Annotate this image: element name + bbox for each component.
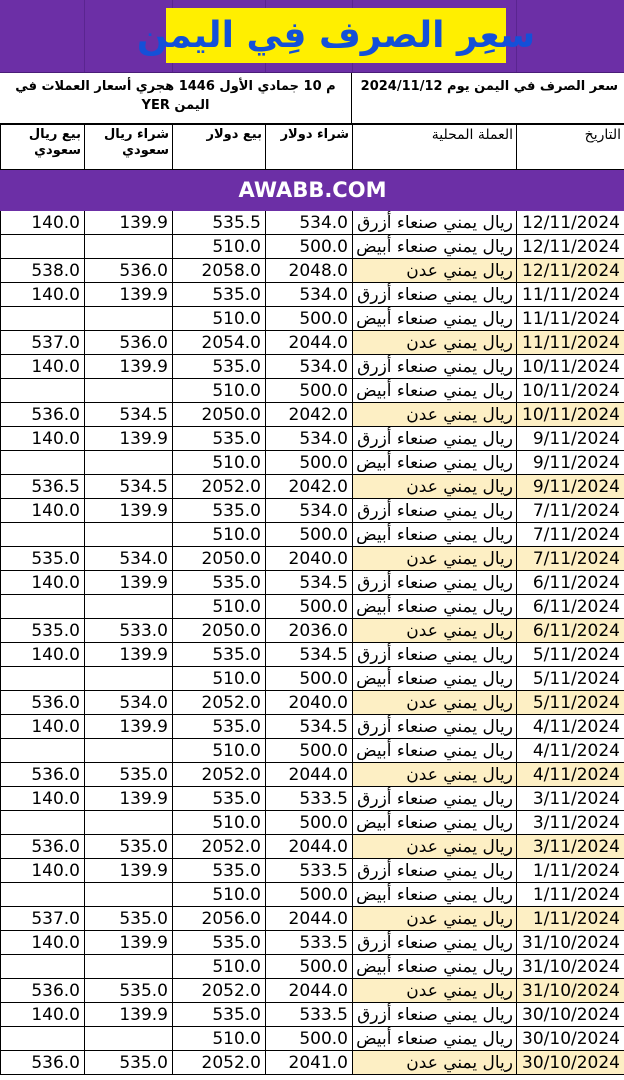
header-currency: العملة المحلية bbox=[353, 125, 517, 170]
buy-sar-cell: 139.9 bbox=[85, 211, 173, 235]
sell-sar-cell: 140.0 bbox=[1, 355, 85, 379]
sell-sar-cell: 536.0 bbox=[1, 1051, 85, 1075]
date-cell: 12/11/2024 bbox=[517, 235, 624, 259]
buy-usd-cell: 2036.0 bbox=[266, 619, 353, 643]
currency-cell: ريال يمني عدن bbox=[353, 331, 517, 355]
table-row bbox=[1, 619, 624, 643]
sell-sar-cell: 536.0 bbox=[1, 691, 85, 715]
date-cell: 11/11/2024 bbox=[517, 283, 624, 307]
date-cell: 31/10/2024 bbox=[517, 979, 624, 1003]
sell-sar-cell bbox=[1, 811, 85, 835]
sell-usd-cell: 510.0 bbox=[173, 523, 266, 547]
buy-usd-cell: 500.0 bbox=[266, 235, 353, 259]
sell-sar-cell: 140.0 bbox=[1, 643, 85, 667]
buy-usd-cell: 2042.0 bbox=[266, 403, 353, 427]
buy-sar-cell: 533.0 bbox=[85, 619, 173, 643]
buy-usd-cell: 500.0 bbox=[266, 307, 353, 331]
buy-sar-cell: 536.0 bbox=[85, 331, 173, 355]
currency-cell: ريال يمني عدن bbox=[353, 403, 517, 427]
buy-usd-cell: 534.0 bbox=[266, 499, 353, 523]
buy-sar-cell bbox=[85, 307, 173, 331]
table-row bbox=[1, 1003, 624, 1027]
sell-sar-cell: 140.0 bbox=[1, 931, 85, 955]
currency-cell: ريال يمني صنعاء أبيض bbox=[353, 595, 517, 619]
buy-sar-cell: 536.0 bbox=[85, 259, 173, 283]
buy-usd-cell: 534.5 bbox=[266, 571, 353, 595]
table-row bbox=[1, 787, 624, 811]
sell-sar-cell: 538.0 bbox=[1, 259, 85, 283]
buy-sar-cell bbox=[85, 523, 173, 547]
date-cell: 1/11/2024 bbox=[517, 907, 624, 931]
buy-usd-cell: 500.0 bbox=[266, 451, 353, 475]
buy-sar-cell: 534.5 bbox=[85, 403, 173, 427]
buy-usd-cell: 500.0 bbox=[266, 739, 353, 763]
date-cell: 11/11/2024 bbox=[517, 331, 624, 355]
sell-sar-cell: 140.0 bbox=[1, 715, 85, 739]
currency-cell: ريال يمني صنعاء أزرق bbox=[353, 643, 517, 667]
currency-cell: ريال يمني صنعاء أبيض bbox=[353, 739, 517, 763]
currency-cell: ريال يمني صنعاء أبيض bbox=[353, 667, 517, 691]
sell-usd-cell: 535.0 bbox=[173, 355, 266, 379]
currency-cell: ريال يمني عدن bbox=[353, 691, 517, 715]
sell-usd-cell: 510.0 bbox=[173, 955, 266, 979]
date-cell: 7/11/2024 bbox=[517, 523, 624, 547]
header-buy-sar: شراء ريال سعودي bbox=[85, 125, 173, 170]
sell-sar-cell: 140.0 bbox=[1, 787, 85, 811]
table-row bbox=[1, 235, 624, 259]
sell-sar-cell: 536.0 bbox=[1, 403, 85, 427]
date-cell: 9/11/2024 bbox=[517, 427, 624, 451]
sell-sar-cell: 536.0 bbox=[1, 979, 85, 1003]
currency-cell: ريال يمني عدن bbox=[353, 835, 517, 859]
date-cell: 11/11/2024 bbox=[517, 307, 624, 331]
sell-sar-cell bbox=[1, 739, 85, 763]
buy-usd-cell: 534.0 bbox=[266, 211, 353, 235]
table-header-row bbox=[1, 125, 624, 170]
currency-cell: ريال يمني صنعاء أبيض bbox=[353, 883, 517, 907]
currency-cell: ريال يمني عدن bbox=[353, 475, 517, 499]
sell-usd-cell: 510.0 bbox=[173, 811, 266, 835]
header-date: التاريخ bbox=[517, 125, 624, 170]
buy-sar-cell: 139.9 bbox=[85, 499, 173, 523]
banner-gridline bbox=[84, 0, 85, 72]
date-cell: 9/11/2024 bbox=[517, 475, 624, 499]
sell-sar-cell: 140.0 bbox=[1, 211, 85, 235]
table-row bbox=[1, 1051, 624, 1075]
sell-usd-cell: 2052.0 bbox=[173, 691, 266, 715]
table-row bbox=[1, 883, 624, 907]
sell-usd-cell: 2050.0 bbox=[173, 547, 266, 571]
currency-cell: ريال يمني عدن bbox=[353, 763, 517, 787]
buy-usd-cell: 533.5 bbox=[266, 931, 353, 955]
currency-cell: ريال يمني صنعاء أبيض bbox=[353, 451, 517, 475]
date-cell: 4/11/2024 bbox=[517, 739, 624, 763]
buy-usd-cell: 2042.0 bbox=[266, 475, 353, 499]
sell-usd-cell: 510.0 bbox=[173, 1027, 266, 1051]
buy-sar-cell bbox=[85, 1027, 173, 1051]
sell-usd-cell: 2052.0 bbox=[173, 763, 266, 787]
currency-cell: ريال يمني صنعاء أزرق bbox=[353, 355, 517, 379]
buy-usd-cell: 500.0 bbox=[266, 1027, 353, 1051]
date-cell: 31/10/2024 bbox=[517, 955, 624, 979]
buy-usd-cell: 534.5 bbox=[266, 715, 353, 739]
table-row bbox=[1, 571, 624, 595]
table-row bbox=[1, 1027, 624, 1051]
table-row bbox=[1, 547, 624, 571]
currency-cell: ريال يمني صنعاء أبيض bbox=[353, 307, 517, 331]
table-row bbox=[1, 667, 624, 691]
title-banner bbox=[0, 0, 624, 73]
sell-usd-cell: 2050.0 bbox=[173, 403, 266, 427]
buy-sar-cell: 534.5 bbox=[85, 475, 173, 499]
currency-cell: ريال يمني صنعاء أبيض bbox=[353, 811, 517, 835]
sell-usd-cell: 510.0 bbox=[173, 379, 266, 403]
buy-sar-cell: 535.0 bbox=[85, 1051, 173, 1075]
buy-usd-cell: 533.5 bbox=[266, 1003, 353, 1027]
currency-cell: ريال يمني صنعاء أبيض bbox=[353, 955, 517, 979]
date-cell: 3/11/2024 bbox=[517, 787, 624, 811]
site-name: AWABB.COM bbox=[1, 170, 624, 211]
table-row bbox=[1, 331, 624, 355]
table-row bbox=[1, 835, 624, 859]
currency-cell: ريال يمني صنعاء أزرق bbox=[353, 571, 517, 595]
exchange-rate-table bbox=[0, 124, 624, 1075]
gregorian-date-text: سعر الصرف في اليمن يوم 2024/11/12 bbox=[360, 79, 618, 94]
currency-cell: ريال يمني صنعاء أزرق bbox=[353, 283, 517, 307]
currency-cell: ريال يمني صنعاء أبيض bbox=[353, 1027, 517, 1051]
buy-usd-cell: 500.0 bbox=[266, 523, 353, 547]
table-row bbox=[1, 211, 624, 235]
sell-usd-cell: 535.0 bbox=[173, 1003, 266, 1027]
buy-sar-cell: 139.9 bbox=[85, 283, 173, 307]
currency-cell: ريال يمني صنعاء أزرق bbox=[353, 427, 517, 451]
table-row bbox=[1, 451, 624, 475]
currency-cell: ريال يمني صنعاء أزرق bbox=[353, 787, 517, 811]
currency-cell: ريال يمني عدن bbox=[353, 259, 517, 283]
sell-usd-cell: 2054.0 bbox=[173, 331, 266, 355]
sell-usd-cell: 535.0 bbox=[173, 427, 266, 451]
table-row bbox=[1, 739, 624, 763]
buy-sar-cell: 139.9 bbox=[85, 643, 173, 667]
table-row bbox=[1, 715, 624, 739]
buy-sar-cell: 139.9 bbox=[85, 427, 173, 451]
buy-sar-cell bbox=[85, 235, 173, 259]
table-row bbox=[1, 403, 624, 427]
buy-usd-cell: 500.0 bbox=[266, 955, 353, 979]
buy-usd-cell: 500.0 bbox=[266, 379, 353, 403]
table-row bbox=[1, 931, 624, 955]
sell-usd-cell: 510.0 bbox=[173, 595, 266, 619]
buy-usd-cell: 2048.0 bbox=[266, 259, 353, 283]
table-body bbox=[1, 211, 624, 1075]
sell-usd-cell: 510.0 bbox=[173, 307, 266, 331]
date-cell: 3/11/2024 bbox=[517, 811, 624, 835]
table-row bbox=[1, 283, 624, 307]
sell-usd-cell: 2050.0 bbox=[173, 619, 266, 643]
sell-usd-cell: 535.0 bbox=[173, 859, 266, 883]
table-row bbox=[1, 691, 624, 715]
buy-usd-cell: 534.5 bbox=[266, 643, 353, 667]
buy-usd-cell: 534.0 bbox=[266, 427, 353, 451]
buy-sar-cell: 534.0 bbox=[85, 547, 173, 571]
sell-sar-cell bbox=[1, 667, 85, 691]
table-row bbox=[1, 475, 624, 499]
buy-usd-cell: 2044.0 bbox=[266, 835, 353, 859]
date-cell: 6/11/2024 bbox=[517, 619, 624, 643]
sell-usd-cell: 535.0 bbox=[173, 715, 266, 739]
date-cell: 5/11/2024 bbox=[517, 667, 624, 691]
hijri-date-text: م 10 جمادي الأول 1446 هجري أسعار العملات في اليمن YER bbox=[0, 73, 352, 123]
sell-sar-cell: 537.0 bbox=[1, 331, 85, 355]
sell-usd-cell: 535.0 bbox=[173, 283, 266, 307]
currency-cell: ريال يمني صنعاء أزرق bbox=[353, 1003, 517, 1027]
table-row bbox=[1, 811, 624, 835]
banner-title-box bbox=[136, 8, 536, 63]
buy-usd-cell: 500.0 bbox=[266, 883, 353, 907]
date-cell: 5/11/2024 bbox=[517, 643, 624, 667]
sell-sar-cell: 140.0 bbox=[1, 499, 85, 523]
buy-sar-cell: 535.0 bbox=[85, 979, 173, 1003]
buy-sar-cell: 139.9 bbox=[85, 715, 173, 739]
currency-cell: ريال يمني صنعاء أبيض bbox=[353, 523, 517, 547]
date-cell: 31/10/2024 bbox=[517, 931, 624, 955]
sell-usd-cell: 510.0 bbox=[173, 235, 266, 259]
sell-sar-cell bbox=[1, 451, 85, 475]
buy-usd-cell: 500.0 bbox=[266, 667, 353, 691]
sell-sar-cell bbox=[1, 307, 85, 331]
buy-usd-cell: 2044.0 bbox=[266, 331, 353, 355]
date-cell: 6/11/2024 bbox=[517, 571, 624, 595]
date-cell: 4/11/2024 bbox=[517, 763, 624, 787]
sell-usd-cell: 510.0 bbox=[173, 667, 266, 691]
sell-sar-cell: 140.0 bbox=[1, 1003, 85, 1027]
currency-cell: ريال يمني عدن bbox=[353, 547, 517, 571]
sell-usd-cell: 535.0 bbox=[173, 643, 266, 667]
currency-cell: ريال يمني صنعاء أزرق bbox=[353, 859, 517, 883]
currency-cell: ريال يمني عدن bbox=[353, 907, 517, 931]
page-title: سعِر الصرف فِي اليمن bbox=[136, 15, 536, 56]
buy-sar-cell bbox=[85, 379, 173, 403]
buy-usd-cell: 500.0 bbox=[266, 811, 353, 835]
table-row bbox=[1, 259, 624, 283]
date-cell: 3/11/2024 bbox=[517, 835, 624, 859]
buy-usd-cell: 2044.0 bbox=[266, 763, 353, 787]
date-cell: 7/11/2024 bbox=[517, 499, 624, 523]
table-row bbox=[1, 907, 624, 931]
table-row bbox=[1, 427, 624, 451]
sell-sar-cell: 536.0 bbox=[1, 835, 85, 859]
buy-sar-cell: 535.0 bbox=[85, 907, 173, 931]
sell-sar-cell bbox=[1, 883, 85, 907]
sell-sar-cell bbox=[1, 955, 85, 979]
table-row bbox=[1, 955, 624, 979]
date-cell: 30/10/2024 bbox=[517, 1003, 624, 1027]
buy-sar-cell: 139.9 bbox=[85, 355, 173, 379]
sell-usd-cell: 535.0 bbox=[173, 931, 266, 955]
site-row bbox=[1, 170, 624, 211]
sell-sar-cell bbox=[1, 595, 85, 619]
buy-sar-cell bbox=[85, 667, 173, 691]
date-cell: 12/11/2024 bbox=[517, 211, 624, 235]
buy-sar-cell bbox=[85, 595, 173, 619]
buy-usd-cell: 2044.0 bbox=[266, 907, 353, 931]
buy-usd-cell: 533.5 bbox=[266, 859, 353, 883]
table-row bbox=[1, 763, 624, 787]
table-row bbox=[1, 307, 624, 331]
sell-sar-cell: 535.0 bbox=[1, 619, 85, 643]
date-cell: 7/11/2024 bbox=[517, 547, 624, 571]
sell-usd-cell: 535.0 bbox=[173, 787, 266, 811]
buy-sar-cell: 139.9 bbox=[85, 571, 173, 595]
sell-sar-cell: 536.5 bbox=[1, 475, 85, 499]
currency-cell: ريال يمني عدن bbox=[353, 1051, 517, 1075]
table-row bbox=[1, 499, 624, 523]
table-row bbox=[1, 859, 624, 883]
date-cell: 10/11/2024 bbox=[517, 379, 624, 403]
sell-usd-cell: 535.0 bbox=[173, 571, 266, 595]
currency-cell: ريال يمني صنعاء أزرق bbox=[353, 211, 517, 235]
table-row bbox=[1, 979, 624, 1003]
sell-usd-cell: 2058.0 bbox=[173, 259, 266, 283]
currency-cell: ريال يمني صنعاء أزرق bbox=[353, 715, 517, 739]
date-cell: 6/11/2024 bbox=[517, 595, 624, 619]
header-sell-sar: بيع ريال سعودي bbox=[1, 125, 85, 170]
buy-usd-cell: 534.0 bbox=[266, 283, 353, 307]
buy-sar-cell bbox=[85, 451, 173, 475]
buy-sar-cell: 139.9 bbox=[85, 859, 173, 883]
currency-cell: ريال يمني صنعاء أزرق bbox=[353, 499, 517, 523]
buy-usd-cell: 2041.0 bbox=[266, 1051, 353, 1075]
buy-usd-cell: 534.0 bbox=[266, 355, 353, 379]
buy-usd-cell: 2040.0 bbox=[266, 547, 353, 571]
sell-usd-cell: 510.0 bbox=[173, 451, 266, 475]
sell-usd-cell: 510.0 bbox=[173, 739, 266, 763]
buy-usd-cell: 2040.0 bbox=[266, 691, 353, 715]
currency-cell: ريال يمني صنعاء أزرق bbox=[353, 931, 517, 955]
buy-usd-cell: 533.5 bbox=[266, 787, 353, 811]
sell-sar-cell: 537.0 bbox=[1, 907, 85, 931]
buy-sar-cell: 139.9 bbox=[85, 1003, 173, 1027]
currency-cell: ريال يمني صنعاء أبيض bbox=[353, 379, 517, 403]
table-row bbox=[1, 379, 624, 403]
sell-usd-cell: 2052.0 bbox=[173, 1051, 266, 1075]
buy-sar-cell bbox=[85, 955, 173, 979]
date-cell: 30/10/2024 bbox=[517, 1027, 624, 1051]
date-cell: 4/11/2024 bbox=[517, 715, 624, 739]
header-buy-usd: شراء دولار bbox=[266, 125, 353, 170]
sell-sar-cell: 536.0 bbox=[1, 763, 85, 787]
table-row bbox=[1, 523, 624, 547]
sell-sar-cell bbox=[1, 379, 85, 403]
currency-cell: ريال يمني عدن bbox=[353, 979, 517, 1003]
buy-usd-cell: 500.0 bbox=[266, 595, 353, 619]
currency-cell: ريال يمني عدن bbox=[353, 619, 517, 643]
buy-sar-cell: 139.9 bbox=[85, 787, 173, 811]
table-row bbox=[1, 643, 624, 667]
sell-usd-cell: 510.0 bbox=[173, 883, 266, 907]
table-row bbox=[1, 355, 624, 379]
sell-usd-cell: 2052.0 bbox=[173, 835, 266, 859]
date-cell: 10/11/2024 bbox=[517, 403, 624, 427]
buy-sar-cell: 534.0 bbox=[85, 691, 173, 715]
date-cell: 10/11/2024 bbox=[517, 355, 624, 379]
buy-sar-cell bbox=[85, 811, 173, 835]
sell-sar-cell: 140.0 bbox=[1, 571, 85, 595]
sell-usd-cell: 535.0 bbox=[173, 499, 266, 523]
table-row bbox=[1, 595, 624, 619]
sell-usd-cell: 535.5 bbox=[173, 211, 266, 235]
sell-sar-cell: 535.0 bbox=[1, 547, 85, 571]
buy-usd-cell: 2044.0 bbox=[266, 979, 353, 1003]
sell-sar-cell: 140.0 bbox=[1, 283, 85, 307]
sell-sar-cell bbox=[1, 1027, 85, 1051]
currency-cell: ريال يمني صنعاء أبيض bbox=[353, 235, 517, 259]
date-cell: 30/10/2024 bbox=[517, 1051, 624, 1075]
sell-sar-cell bbox=[1, 523, 85, 547]
header-sell-usd: بيع دولار bbox=[173, 125, 266, 170]
date-cell: 1/11/2024 bbox=[517, 859, 624, 883]
buy-sar-cell: 139.9 bbox=[85, 931, 173, 955]
sell-usd-cell: 2052.0 bbox=[173, 475, 266, 499]
date-cell: 12/11/2024 bbox=[517, 259, 624, 283]
buy-sar-cell: 535.0 bbox=[85, 835, 173, 859]
sell-usd-cell: 2052.0 bbox=[173, 979, 266, 1003]
sell-usd-cell: 2056.0 bbox=[173, 907, 266, 931]
sell-sar-cell: 140.0 bbox=[1, 427, 85, 451]
info-row bbox=[0, 73, 624, 124]
buy-sar-cell bbox=[85, 883, 173, 907]
date-cell: 1/11/2024 bbox=[517, 883, 624, 907]
buy-sar-cell: 535.0 bbox=[85, 763, 173, 787]
date-cell: 5/11/2024 bbox=[517, 691, 624, 715]
date-cell: 9/11/2024 bbox=[517, 451, 624, 475]
buy-sar-cell bbox=[85, 739, 173, 763]
sell-sar-cell: 140.0 bbox=[1, 859, 85, 883]
sell-sar-cell bbox=[1, 235, 85, 259]
